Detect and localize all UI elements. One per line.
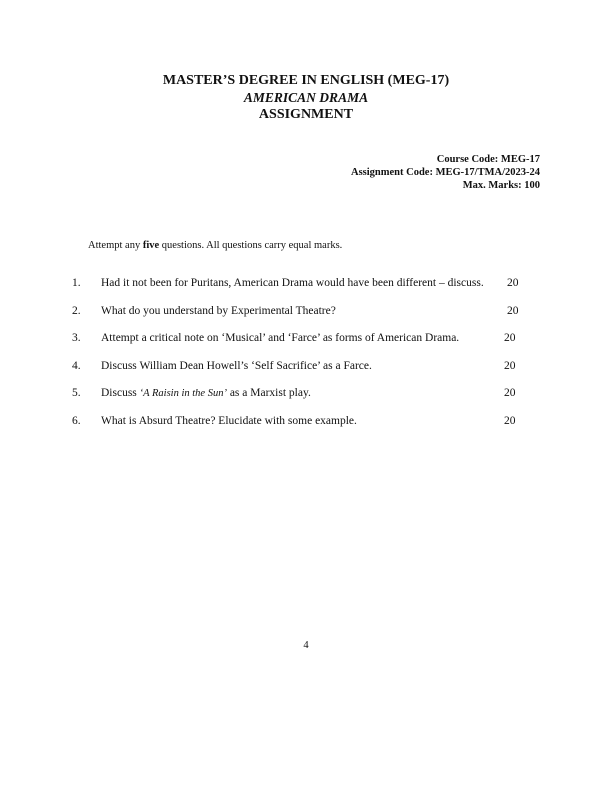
question-text: What is Absurd Theatre? Elucidate with some example. [101, 414, 357, 427]
instructions-suffix: questions. All questions carry equal marks. [159, 240, 343, 251]
question-text: Attempt a critical note on ‘Musical’ and ‘Farce’ as forms of American Drama. [101, 332, 460, 344]
course-codes-block [351, 153, 540, 192]
question-list [0, 276, 612, 441]
question-text: What do you understand by Experimental Theatre? [101, 304, 336, 317]
question-text-after: as a Marxist play. [226, 387, 311, 399]
document-header [0, 72, 612, 123]
question-item [0, 276, 612, 304]
instructions-prefix: Attempt any [88, 240, 143, 251]
assignment-code: Assignment Code: MEG-17/TMA/2023-24 [351, 167, 540, 178]
question-item [0, 414, 612, 442]
question-marks: 20 [504, 359, 516, 372]
course-subtitle: AMERICAN DRAMA [243, 90, 369, 105]
question-number: 1. [72, 277, 81, 289]
question-marks: 20 [504, 414, 516, 427]
question-marks: 20 [507, 304, 519, 317]
question-marks: 20 [504, 332, 516, 344]
question-text: Discuss William Dean Howell’s ‘Self Sacrifice’ as a Farce. [101, 359, 372, 372]
instructions [88, 239, 342, 252]
course-code: Course Code: MEG-17 [436, 154, 540, 165]
question-item [0, 359, 612, 387]
question-number: 3. [72, 332, 81, 344]
question-number: 2. [72, 304, 81, 317]
question-text-before: Discuss [101, 387, 140, 399]
play-title: ‘A Raisin in the Sun’ [139, 388, 227, 399]
question-marks: 20 [507, 277, 519, 289]
question-number: 6. [72, 414, 81, 427]
question-item [0, 331, 612, 359]
question-number: 4. [72, 359, 81, 372]
question-marks: 20 [504, 387, 516, 399]
question-text: Had it not been for Puritans, American Drama would have been different – discuss. [101, 277, 484, 289]
document-type: ASSIGNMENT [258, 107, 354, 122]
document-title: MASTER’S DEGREE IN ENGLISH (MEG-17) [162, 73, 450, 88]
question-text [101, 386, 311, 401]
instructions-emphasis: five [142, 240, 160, 251]
question-item [0, 386, 612, 414]
max-marks: Max. Marks: 100 [462, 180, 540, 191]
page-number: 4 [303, 640, 309, 651]
question-item [0, 304, 612, 332]
question-number: 5. [72, 387, 81, 399]
